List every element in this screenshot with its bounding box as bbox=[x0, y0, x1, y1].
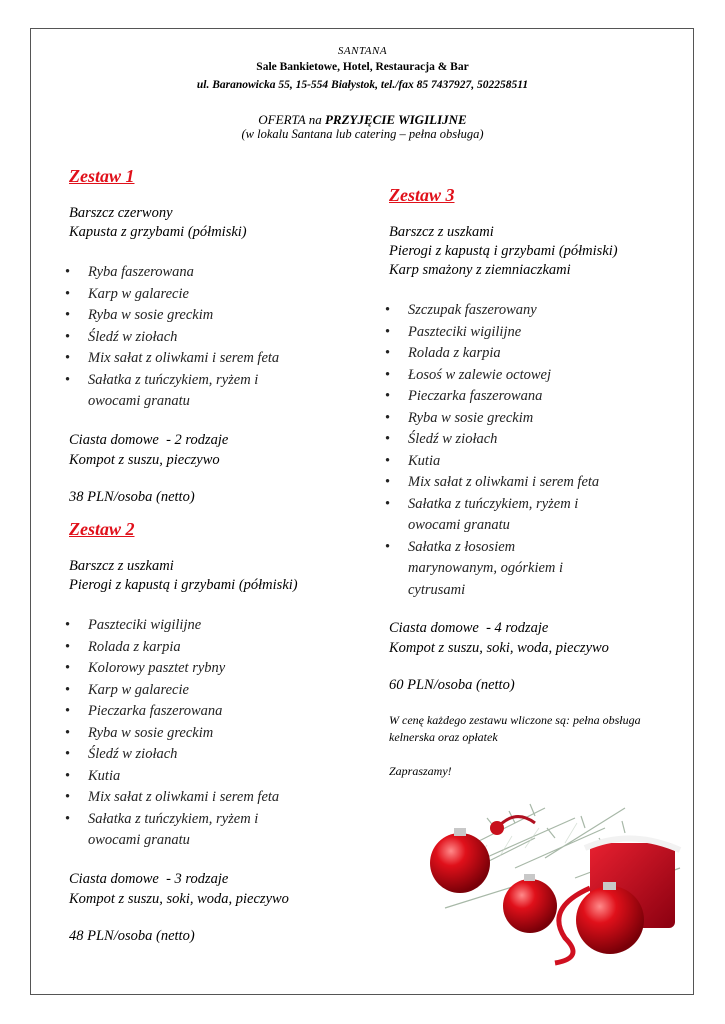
bullet-icon: • bbox=[385, 538, 391, 555]
offer-location: (w lokalu Santana lub catering – pełna obsługa) bbox=[241, 127, 484, 141]
bullet-icon: • bbox=[65, 767, 71, 784]
ornament-ball bbox=[430, 833, 490, 893]
bullet-icon: • bbox=[65, 638, 71, 655]
list-item: • Rolada z karpia bbox=[364, 343, 664, 365]
list-item: • Śledź w ziołach bbox=[364, 429, 664, 451]
list-item: • Karp w galarecie bbox=[44, 284, 344, 306]
list-item: • Mix sałat z oliwkami i serem feta bbox=[44, 348, 344, 370]
set-1-mains bbox=[69, 204, 369, 242]
set-1-title: Zestaw 1 bbox=[69, 166, 135, 186]
list-item: • Ryba w sosie greckim bbox=[364, 408, 664, 430]
list-item: • Karp w galarecie bbox=[44, 680, 344, 702]
bullet-icon: • bbox=[385, 323, 391, 340]
bullet-icon: • bbox=[65, 789, 71, 805]
set-2 bbox=[65, 518, 369, 946]
list-item: • Ryba w sosie greckim bbox=[44, 305, 344, 327]
set-2-extra: Kompot z suszu, soki, woda, pieczywo bbox=[69, 890, 289, 907]
set-2-extra: Ciasta domowe - 3 rodzaje bbox=[69, 870, 229, 887]
list-item: • Kutia bbox=[44, 766, 344, 788]
set-3-mains bbox=[389, 223, 689, 280]
set-1-main: Barszcz czerwony bbox=[69, 205, 173, 221]
bullet-icon: • bbox=[385, 366, 391, 383]
set-3-extra: Ciasta domowe - 4 rodzaje bbox=[389, 620, 549, 636]
restaurant-name: SANTANA bbox=[337, 45, 388, 57]
list-item: • Kutia bbox=[364, 451, 664, 473]
set-2-extras bbox=[69, 869, 369, 909]
offer-heading bbox=[0, 112, 725, 128]
bullet-icon: • bbox=[385, 302, 391, 318]
list-item: • Pieczarka faszerowana bbox=[44, 701, 344, 723]
list-item: • Mix sałat z oliwkami i serem feta bbox=[364, 472, 664, 494]
set-2-title: Zestaw 2 bbox=[69, 519, 135, 539]
offer-title: PRZYJĘCIE WIGILIJNE bbox=[324, 112, 467, 127]
bullet-icon: • bbox=[65, 328, 71, 345]
restaurant-address: ul. Baranowicka 55, 15-554 Białystok, tel./fax 85 7437927, 502258511 bbox=[196, 79, 529, 91]
bullet-icon: • bbox=[385, 388, 391, 404]
bullet-icon: • bbox=[65, 285, 71, 302]
set-3-main: Karp smażony z ziemniaczkami bbox=[389, 262, 571, 278]
list-item: • Łosoś w zalewie octowej bbox=[364, 365, 664, 387]
bullet-icon: • bbox=[65, 350, 71, 366]
set-2-mains bbox=[69, 557, 369, 595]
set-3-extra: Kompot z suszu, soki, woda, pieczywo bbox=[389, 640, 609, 656]
list-item: • Śledź w ziołach bbox=[44, 327, 344, 349]
bullet-icon: • bbox=[65, 660, 71, 676]
bullet-icon: • bbox=[65, 681, 71, 698]
set-2-main: Barszcz z uszkami bbox=[69, 558, 174, 574]
list-item: • Ryba w sosie greckim bbox=[44, 723, 344, 745]
set-1-extra: Kompot z suszu, pieczywo bbox=[69, 451, 220, 468]
set-1-extra: Ciasta domowe - 2 rodzaje bbox=[69, 431, 229, 448]
set-2-price: 48 PLN/osoba (netto) bbox=[69, 927, 195, 944]
ornament-ball bbox=[503, 879, 557, 933]
set-1-price: 38 PLN/osoba (netto) bbox=[69, 488, 195, 505]
set-1-main: Kapusta z grzybami (półmiski) bbox=[69, 224, 247, 240]
bullet-icon: • bbox=[65, 617, 71, 633]
bullet-icon: • bbox=[65, 724, 71, 741]
bullet-icon: • bbox=[65, 264, 71, 280]
list-item: • Rolada z karpia bbox=[44, 637, 344, 659]
list-item: • Paszteciki wigilijne bbox=[44, 615, 344, 637]
bullet-icon: • bbox=[385, 452, 391, 469]
ornament-ball bbox=[576, 886, 644, 954]
set-1-items bbox=[44, 262, 344, 413]
bullet-icon: • bbox=[65, 307, 71, 323]
set-3-main: Pierogi z kapustą i grzybami (półmiski) bbox=[389, 243, 618, 259]
set-3-title: Zestaw 3 bbox=[389, 185, 455, 205]
restaurant-subtitle: Sale Bankietowe, Hotel, Restauracja & Bar bbox=[256, 61, 469, 73]
bullet-icon: • bbox=[385, 345, 391, 361]
set-3-main: Barszcz z uszkami bbox=[389, 224, 494, 240]
list-item: • Sałatka z tuńczykiem, ryżem i owocami granatu bbox=[385, 495, 579, 533]
bullet-icon: • bbox=[385, 495, 391, 512]
set-3-price: 60 PLN/osoba (netto) bbox=[389, 677, 515, 693]
set-2-items bbox=[44, 615, 344, 852]
set-3 bbox=[385, 184, 689, 780]
bullet-icon: • bbox=[65, 371, 71, 388]
bullet-icon: • bbox=[385, 474, 391, 490]
list-item: • Mix sałat z oliwkami i serem feta bbox=[44, 787, 344, 809]
list-item: • Pieczarka faszerowana bbox=[364, 386, 664, 408]
list-item: • Kolorowy pasztet rybny bbox=[44, 658, 344, 680]
list-item: • Sałatka z tuńczykiem, ryżem i owocami granatu bbox=[65, 810, 259, 848]
included-note: W cenę każdego zestawu wliczone są: pełna obsługa kelnerska oraz opłatek bbox=[389, 713, 641, 744]
list-item: • Ryba faszerowana bbox=[44, 262, 344, 284]
list-item: • Paszteciki wigilijne bbox=[364, 322, 664, 344]
list-item: • Szczupak faszerowany bbox=[364, 300, 664, 322]
list-item: • Śledź w ziołach bbox=[44, 744, 344, 766]
bullet-icon: • bbox=[385, 431, 391, 447]
set-3-extras bbox=[389, 618, 689, 658]
christmas-ornaments-icon bbox=[425, 788, 693, 968]
bullet-icon: • bbox=[65, 746, 71, 762]
bullet-icon: • bbox=[65, 810, 71, 827]
set-1-extras bbox=[69, 430, 369, 470]
set-3-items bbox=[364, 300, 664, 601]
list-item: • Sałatka z łososiem marynowanym, ogórkiem i cytrusami bbox=[385, 538, 564, 598]
set-1 bbox=[65, 165, 369, 507]
set-2-main: Pierogi z kapustą i grzybami (półmiski) bbox=[69, 577, 298, 593]
bullet-icon: • bbox=[65, 703, 71, 719]
closing-text: Zapraszamy! bbox=[389, 764, 452, 778]
bullet-icon: • bbox=[385, 409, 391, 426]
list-item: • Sałatka z tuńczykiem, ryżem i owocami granatu bbox=[65, 371, 259, 409]
offer-prefix: OFERTA na bbox=[258, 112, 322, 127]
